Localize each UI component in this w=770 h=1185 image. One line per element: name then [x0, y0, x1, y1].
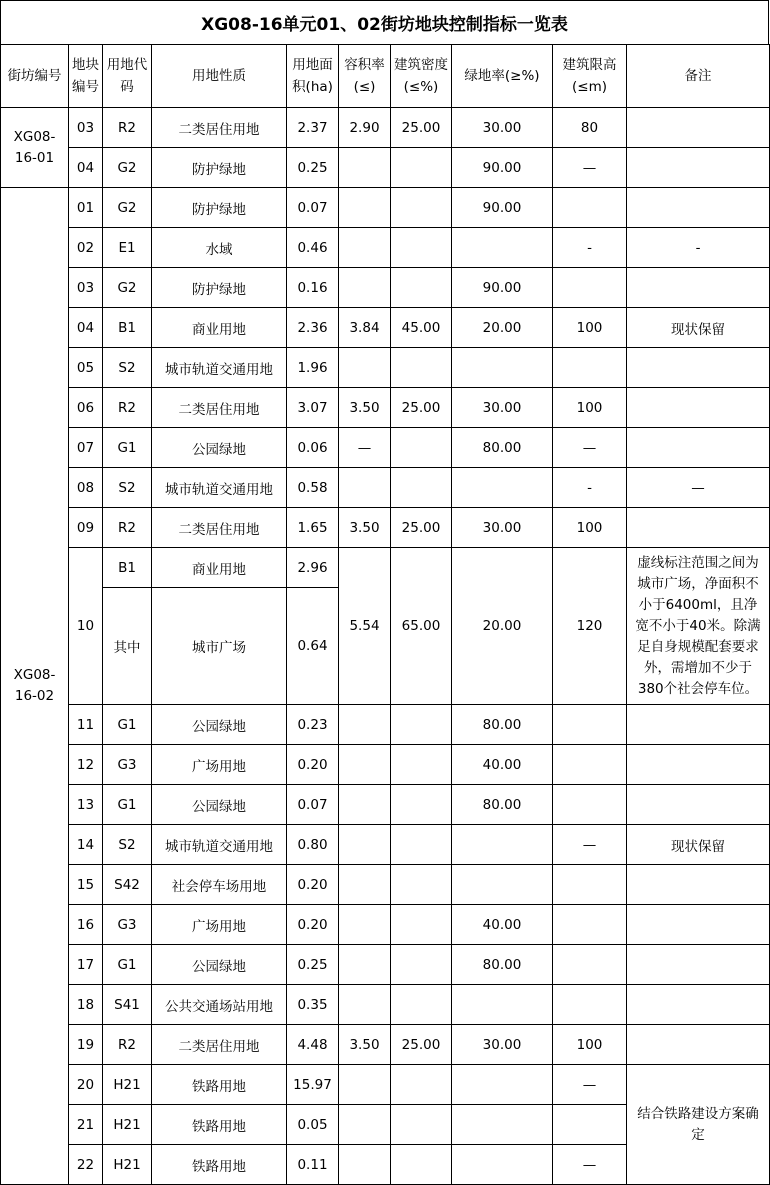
land-code-cell: S42 [103, 865, 152, 905]
building-density-cell: 65.00 [391, 548, 452, 705]
land-use-cell: 社会停车场用地 [152, 865, 287, 905]
remarks-cell: 现状保留 [627, 308, 770, 348]
land-use-cell: 城市轨道交通用地 [152, 348, 287, 388]
building-density-cell: 25.00 [391, 108, 452, 148]
remarks-cell [627, 785, 770, 825]
plot-no-cell: 15 [69, 865, 103, 905]
land-area-cell: 0.05 [287, 1105, 339, 1145]
land-use-cell: 公共交通场站用地 [152, 985, 287, 1025]
header-building-density [391, 45, 452, 108]
building-density-cell [391, 905, 452, 945]
table-row [1, 308, 770, 348]
height-limit-cell [553, 865, 627, 905]
remarks-cell [627, 508, 770, 548]
building-density-cell [391, 1105, 452, 1145]
land-area-cell: 1.96 [287, 348, 339, 388]
height-limit-cell: — [553, 1145, 627, 1185]
building-density-cell [391, 188, 452, 228]
land-area-cell: 1.65 [287, 508, 339, 548]
far-cell [339, 745, 391, 785]
remarks-cell [627, 108, 770, 148]
height-limit-cell: — [553, 1065, 627, 1105]
building-density-cell [391, 148, 452, 188]
land-code-cell: H21 [103, 1145, 152, 1185]
height-limit-cell [553, 188, 627, 228]
green-ratio-cell [452, 825, 553, 865]
far-cell: 3.50 [339, 508, 391, 548]
table-row [1, 428, 770, 468]
land-area-cell: 2.37 [287, 108, 339, 148]
header-land-area-line: 用地面 [292, 57, 333, 73]
header-green-ratio [452, 45, 553, 108]
height-limit-cell [553, 348, 627, 388]
table-row [1, 785, 770, 825]
land-area-cell: 0.35 [287, 985, 339, 1025]
table-row [1, 865, 770, 905]
building-density-cell: 45.00 [391, 308, 452, 348]
plot-no-cell: 08 [69, 468, 103, 508]
land-code-cell: G1 [103, 945, 152, 985]
table-row [1, 985, 770, 1025]
remarks-cell: - [627, 228, 770, 268]
land-area-cell: 15.97 [287, 1065, 339, 1105]
land-use-cell: 防护绿地 [152, 268, 287, 308]
header-land-use-line: 用地性质 [192, 68, 246, 84]
land-code-cell: S2 [103, 468, 152, 508]
land-code-cell: G2 [103, 268, 152, 308]
building-density-cell [391, 825, 452, 865]
block-no-cell-line: XG08- [13, 667, 56, 683]
remarks-line: 城市广场，净面积不 [637, 575, 759, 592]
land-area-cell: 0.20 [287, 865, 339, 905]
height-limit-cell: 120 [553, 548, 627, 705]
height-limit-cell [553, 985, 627, 1025]
remarks-cell [627, 1065, 770, 1185]
land-use-cell: 铁路用地 [152, 1145, 287, 1185]
plot-no-cell: 18 [69, 985, 103, 1025]
height-limit-cell: - [553, 228, 627, 268]
header-land-area [287, 45, 339, 108]
height-limit-cell [553, 1105, 627, 1145]
green-ratio-cell: 30.00 [452, 508, 553, 548]
land-use-cell: 二类居住用地 [152, 108, 287, 148]
plot-no-cell: 14 [69, 825, 103, 865]
land-area-cell: 0.20 [287, 905, 339, 945]
green-ratio-cell: 90.00 [452, 188, 553, 228]
green-ratio-cell: 20.00 [452, 308, 553, 348]
remarks-cell [627, 428, 770, 468]
land-code-cell: R2 [103, 108, 152, 148]
land-use-cell: 商业用地 [152, 548, 287, 588]
far-cell [339, 148, 391, 188]
land-code-cell: H21 [103, 1065, 152, 1105]
header-remarks-line: 备注 [684, 68, 712, 84]
building-density-cell [391, 1145, 452, 1185]
land-code-cell: S41 [103, 985, 152, 1025]
green-ratio-cell: 90.00 [452, 148, 553, 188]
land-use-cell: 城市广场 [152, 588, 287, 705]
plot-no-cell: 01 [69, 188, 103, 228]
height-limit-cell [553, 745, 627, 785]
green-ratio-cell [452, 1065, 553, 1105]
green-ratio-cell [452, 1145, 553, 1185]
remarks-cell [627, 1025, 770, 1065]
land-area-cell: 0.11 [287, 1145, 339, 1185]
land-area-cell: 0.64 [287, 588, 339, 705]
building-density-cell [391, 1065, 452, 1105]
building-density-cell [391, 865, 452, 905]
far-cell: 5.54 [339, 548, 391, 705]
plot-no-cell: 03 [69, 108, 103, 148]
height-limit-cell [553, 268, 627, 308]
land-use-cell: 铁路用地 [152, 1105, 287, 1145]
plot-no-cell: 17 [69, 945, 103, 985]
table-row [1, 348, 770, 388]
green-ratio-cell: 30.00 [452, 108, 553, 148]
land-code-cell: G2 [103, 148, 152, 188]
land-use-cell: 公园绿地 [152, 785, 287, 825]
control-index-table [0, 44, 770, 1185]
table-row [1, 188, 770, 228]
remarks-cell [627, 348, 770, 388]
far-cell [339, 945, 391, 985]
plot-no-cell: 13 [69, 785, 103, 825]
remarks-line: 外，需增加不少于 [644, 659, 752, 676]
land-use-cell: 商业用地 [152, 308, 287, 348]
land-code-cell: G1 [103, 705, 152, 745]
remarks-cell: — [627, 468, 770, 508]
header-height-limit [553, 45, 627, 108]
table-row [1, 508, 770, 548]
remarks-cell-line: 结合铁路建设方案确 [637, 1105, 759, 1122]
far-cell [339, 865, 391, 905]
table-row [1, 705, 770, 745]
remarks-line: 虚线标注范围之间为 [637, 554, 759, 571]
land-code-cell: G1 [103, 785, 152, 825]
land-area-cell: 0.20 [287, 745, 339, 785]
far-cell: 3.50 [339, 1025, 391, 1065]
land-use-cell: 广场用地 [152, 745, 287, 785]
block-no-cell [1, 108, 69, 188]
table-row [1, 548, 770, 588]
header-far [339, 45, 391, 108]
table-row [1, 745, 770, 785]
land-area-cell: 0.06 [287, 428, 339, 468]
far-cell [339, 905, 391, 945]
table-row [1, 388, 770, 428]
land-use-cell: 公园绿地 [152, 945, 287, 985]
far-cell [339, 785, 391, 825]
remarks-cell [627, 388, 770, 428]
plot-no-cell: 12 [69, 745, 103, 785]
land-use-cell: 公园绿地 [152, 705, 287, 745]
remarks-line: 小于6400ml，且净 [638, 596, 758, 613]
land-area-cell: 0.80 [287, 825, 339, 865]
height-limit-cell [553, 945, 627, 985]
plot-no-cell: 03 [69, 268, 103, 308]
plot-no-cell: 04 [69, 148, 103, 188]
height-limit-cell: 100 [553, 508, 627, 548]
land-code-cell: H21 [103, 1105, 152, 1145]
land-use-cell: 防护绿地 [152, 148, 287, 188]
remarks-line: 宽不小于40米。除满 [635, 617, 761, 634]
far-cell [339, 1105, 391, 1145]
plot-no-cell: 04 [69, 308, 103, 348]
height-limit-cell: 100 [553, 388, 627, 428]
building-density-cell [391, 268, 452, 308]
block-no-cell-line: 16-02 [14, 688, 55, 704]
land-area-cell: 0.58 [287, 468, 339, 508]
land-code-cell: B1 [103, 548, 152, 588]
green-ratio-cell [452, 348, 553, 388]
land-area-cell: 0.46 [287, 228, 339, 268]
land-area-cell: 0.07 [287, 188, 339, 228]
building-density-cell: 25.00 [391, 1025, 452, 1065]
height-limit-cell: 80 [553, 108, 627, 148]
far-cell: — [339, 428, 391, 468]
green-ratio-cell: 20.00 [452, 548, 553, 705]
table-row [1, 1025, 770, 1065]
building-density-cell [391, 785, 452, 825]
remarks-cell [627, 188, 770, 228]
green-ratio-cell: 30.00 [452, 1025, 553, 1065]
land-code-cell: 其中 [103, 588, 152, 705]
land-use-cell: 二类居住用地 [152, 508, 287, 548]
building-density-cell: 25.00 [391, 388, 452, 428]
plot-no-cell: 02 [69, 228, 103, 268]
land-area-cell: 0.25 [287, 148, 339, 188]
plot-no-cell: 21 [69, 1105, 103, 1145]
land-use-cell: 二类居住用地 [152, 1025, 287, 1065]
block-no-cell [1, 188, 69, 1185]
far-cell [339, 1065, 391, 1105]
land-code-cell: G2 [103, 188, 152, 228]
header-far-line: 容积率 [344, 57, 385, 73]
land-area-cell: 2.36 [287, 308, 339, 348]
land-area-cell: 0.16 [287, 268, 339, 308]
land-code-cell: S2 [103, 825, 152, 865]
remarks-cell: 现状保留 [627, 825, 770, 865]
remarks-cell [627, 148, 770, 188]
height-limit-cell: - [553, 468, 627, 508]
far-cell [339, 985, 391, 1025]
remarks-line: 足自身规模配套要求 [637, 638, 759, 655]
land-use-cell: 二类居住用地 [152, 388, 287, 428]
far-cell [339, 228, 391, 268]
header-far-line: (≤) [353, 79, 376, 95]
building-density-cell [391, 745, 452, 785]
block-no-cell-line: 16-01 [14, 149, 55, 166]
land-use-cell: 水域 [152, 228, 287, 268]
header-height-limit-line: (≤m) [572, 79, 607, 95]
header-land-area-line: 积(ha) [292, 79, 333, 95]
header-height-limit-line: 建筑限高 [562, 57, 617, 73]
header-plot-no-line: 地块 [72, 57, 99, 73]
header-land-code-line: 代码 [120, 57, 148, 95]
header-plot-no [69, 45, 103, 108]
plot-no-cell: 11 [69, 705, 103, 745]
header-block-no [1, 45, 69, 108]
far-cell: 2.90 [339, 108, 391, 148]
height-limit-cell: — [553, 428, 627, 468]
remarks-cell [627, 945, 770, 985]
header-building-density-line: 度(≤%) [403, 57, 448, 95]
header-land-code-line: 用地 [106, 57, 134, 73]
remarks-cell [627, 905, 770, 945]
remarks-cell [627, 985, 770, 1025]
remarks-cell [627, 268, 770, 308]
plot-no-cell: 22 [69, 1145, 103, 1185]
remarks-cell [627, 705, 770, 745]
plot-no-cell: 20 [69, 1065, 103, 1105]
building-density-cell [391, 348, 452, 388]
land-area-cell: 4.48 [287, 1025, 339, 1065]
height-limit-cell: — [553, 825, 627, 865]
green-ratio-cell: 40.00 [452, 905, 553, 945]
plot-no-cell: 19 [69, 1025, 103, 1065]
building-density-cell [391, 468, 452, 508]
land-use-cell: 城市轨道交通用地 [152, 468, 287, 508]
land-code-cell: G3 [103, 745, 152, 785]
land-code-cell: R2 [103, 1025, 152, 1065]
plot-no-cell: 05 [69, 348, 103, 388]
height-limit-cell [553, 705, 627, 745]
table-row [1, 905, 770, 945]
header-remarks [627, 45, 770, 108]
table-row [1, 825, 770, 865]
far-cell: 3.84 [339, 308, 391, 348]
green-ratio-cell: 80.00 [452, 705, 553, 745]
far-cell [339, 188, 391, 228]
table-row [1, 108, 770, 148]
land-use-cell: 铁路用地 [152, 1065, 287, 1105]
table-header-row [1, 45, 770, 108]
building-density-cell [391, 985, 452, 1025]
far-cell [339, 348, 391, 388]
land-use-cell: 城市轨道交通用地 [152, 825, 287, 865]
remarks-cell-line: 定 [691, 1126, 705, 1143]
table-row [1, 468, 770, 508]
height-limit-cell [553, 905, 627, 945]
header-plot-no-line: 编号 [72, 79, 99, 95]
far-cell [339, 1145, 391, 1185]
height-limit-cell [553, 785, 627, 825]
table-row [1, 1065, 770, 1105]
green-ratio-cell [452, 865, 553, 905]
building-density-cell [391, 705, 452, 745]
green-ratio-cell: 80.00 [452, 945, 553, 985]
remarks-cell [627, 548, 770, 705]
height-limit-cell: 100 [553, 1025, 627, 1065]
far-cell [339, 705, 391, 745]
table-title: XG08-16单元01、02街坊地块控制指标一览表 [0, 0, 769, 44]
remarks-cell [627, 745, 770, 785]
height-limit-cell: — [553, 148, 627, 188]
table-row [1, 945, 770, 985]
building-density-cell: 25.00 [391, 508, 452, 548]
green-ratio-cell: 80.00 [452, 785, 553, 825]
land-area-cell: 0.23 [287, 705, 339, 745]
land-code-cell: G1 [103, 428, 152, 468]
land-use-cell: 防护绿地 [152, 188, 287, 228]
land-area-cell: 0.25 [287, 945, 339, 985]
green-ratio-cell [452, 1105, 553, 1145]
far-cell: 3.50 [339, 388, 391, 428]
height-limit-cell: 100 [553, 308, 627, 348]
building-density-cell [391, 945, 452, 985]
green-ratio-cell: 90.00 [452, 268, 553, 308]
table-row [1, 268, 770, 308]
green-ratio-cell: 40.00 [452, 745, 553, 785]
table-row [1, 148, 770, 188]
building-density-cell [391, 228, 452, 268]
land-area-cell: 2.96 [287, 548, 339, 588]
header-green-ratio-line: 绿地率(≥%) [464, 68, 540, 84]
green-ratio-cell [452, 985, 553, 1025]
header-block-no-line: 街坊编号 [7, 68, 62, 84]
plot-no-cell: 10 [69, 548, 103, 705]
building-density-cell [391, 428, 452, 468]
header-land-code [103, 45, 152, 108]
remarks-line: 380个社会停车位。 [637, 680, 759, 697]
land-code-cell: R2 [103, 388, 152, 428]
plot-no-cell: 09 [69, 508, 103, 548]
far-cell [339, 468, 391, 508]
land-area-cell: 3.07 [287, 388, 339, 428]
plot-no-cell: 06 [69, 388, 103, 428]
green-ratio-cell [452, 468, 553, 508]
far-cell [339, 825, 391, 865]
header-land-use [152, 45, 287, 108]
land-use-cell: 公园绿地 [152, 428, 287, 468]
land-code-cell: S2 [103, 348, 152, 388]
land-code-cell: E1 [103, 228, 152, 268]
land-code-cell: R2 [103, 508, 152, 548]
table-row [1, 228, 770, 268]
plot-no-cell: 07 [69, 428, 103, 468]
header-building-density-line: 建筑密 [394, 57, 435, 73]
land-code-cell: G3 [103, 905, 152, 945]
green-ratio-cell: 30.00 [452, 388, 553, 428]
green-ratio-cell: 80.00 [452, 428, 553, 468]
far-cell [339, 268, 391, 308]
remarks-cell [627, 865, 770, 905]
block-no-cell-line: XG08- [13, 128, 56, 145]
land-area-cell: 0.07 [287, 785, 339, 825]
plot-no-cell: 16 [69, 905, 103, 945]
land-code-cell: B1 [103, 308, 152, 348]
land-use-cell: 广场用地 [152, 905, 287, 945]
green-ratio-cell [452, 228, 553, 268]
